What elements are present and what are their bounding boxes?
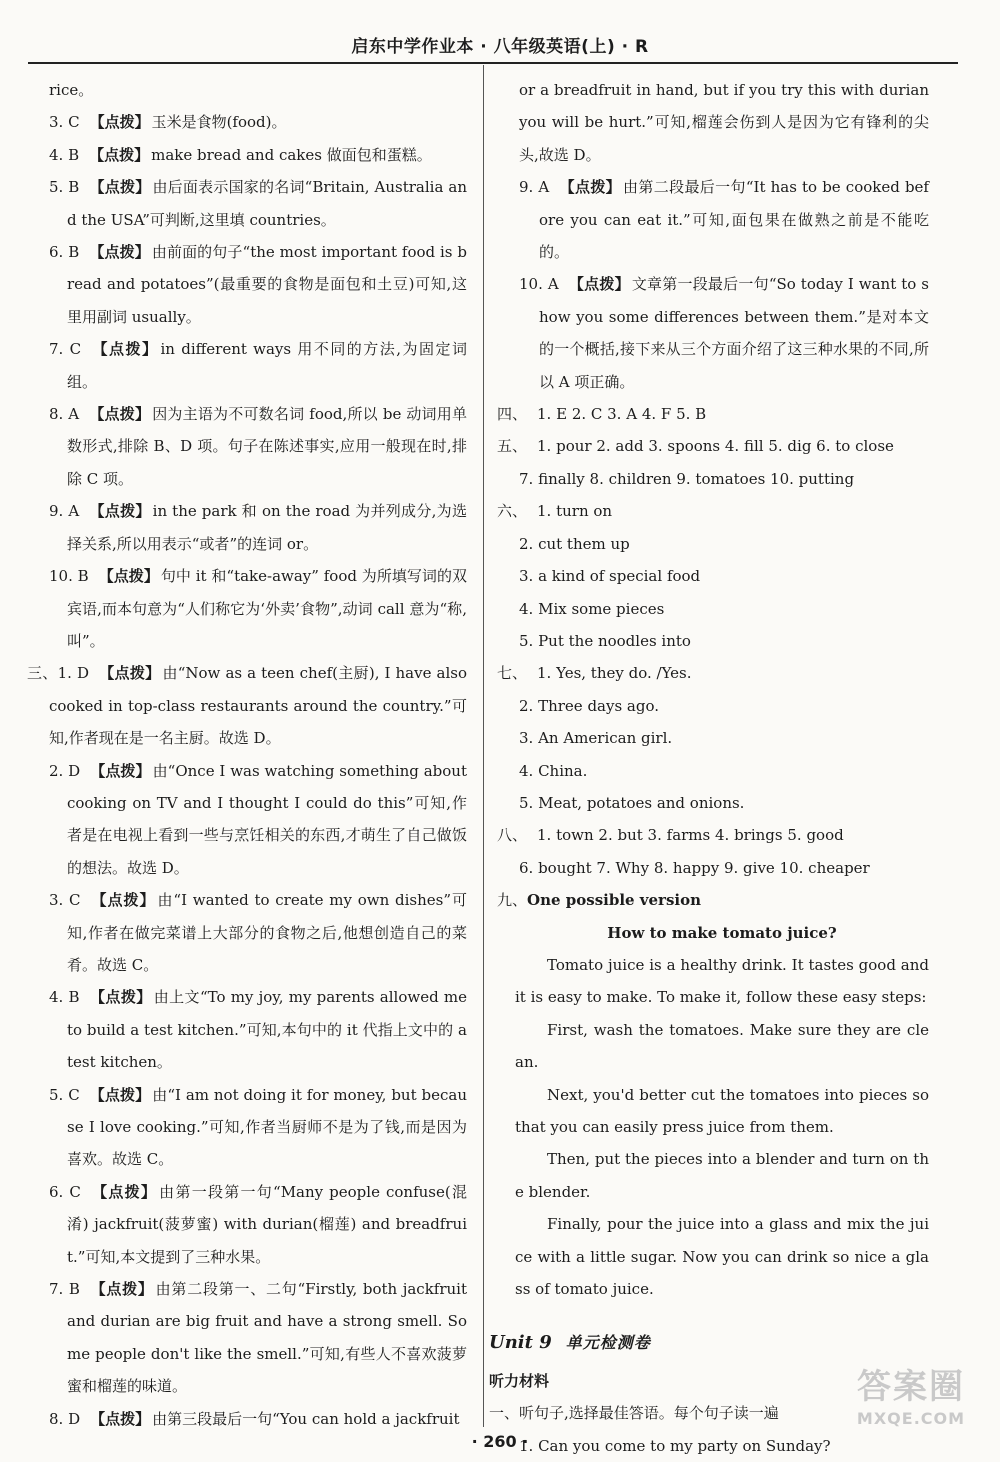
essay-section-number: 九、 xyxy=(497,891,528,910)
answer-text: 由后面表示国家的名词“Britain, Australia and the USA”可判断,这里填 countries。 xyxy=(67,178,467,229)
answer-text: 由“I am not doing it for money, but because I love cooking.”可知,作者当厨师不是为了钱,而是因为喜欢。故选 C。 xyxy=(67,1085,467,1169)
answer-text: 4. China. xyxy=(519,761,588,780)
hint-label: 【点拨】 xyxy=(89,1085,151,1104)
answer-item xyxy=(27,1079,467,1176)
hint-label: 【点拨】 xyxy=(90,891,156,910)
answer-text: 2. Three days ago. xyxy=(519,696,660,715)
answer-text: 由第二段最后一句“It has to be cooked before you can eat it.”可知,面包果在做熟之前是不能吃的。 xyxy=(539,178,929,262)
answer-number: 三、1. D xyxy=(27,664,89,683)
essay-paragraph: Finally, pour the juice into a glass and mix the juice with a little sugar. Now you can drink so nice a glass of tomato juice. xyxy=(515,1215,929,1299)
essay-paragraph: Next, you'd better cut the tomatoes into pieces so that you can easily press juice from them. xyxy=(515,1085,929,1136)
answer-text: 由前面的句子“the most important food is bread and potatoes”(最重要的食物是面包和土豆)可知,这里用副词 usually。 xyxy=(67,243,467,326)
answer-text: 因为主语为不可数名词 food,所以 be 动词用单数形式,排除 B、D 项。句子在陈述事实,应用一般现在时,排除 C 项。 xyxy=(67,405,467,488)
answer-item xyxy=(27,236,467,333)
answer-text: 3. a kind of special food xyxy=(519,567,701,586)
answer-number: 3. C xyxy=(49,113,80,132)
answer-number: 5. B xyxy=(49,178,80,197)
answer-item xyxy=(497,819,929,851)
watermark-url: MXQE.COM xyxy=(856,1409,966,1428)
essay-paragraph: First, wash the tomatoes. Make sure they are clean. xyxy=(515,1020,929,1072)
hint-label: 【点拨】 xyxy=(89,1280,154,1299)
hint-label: 【点拨】 xyxy=(98,567,159,586)
answer-item xyxy=(497,430,929,462)
answer-number: 10. B xyxy=(49,567,89,586)
answer-item xyxy=(27,981,467,1078)
answer-item xyxy=(497,722,929,754)
answer-text: 5. Put the noodles into xyxy=(519,631,691,650)
answer-number: 五、 xyxy=(497,437,528,456)
answer-number: 八、 xyxy=(497,826,528,845)
answer-item xyxy=(497,690,929,722)
essay-paragraph: Then, put the pieces into a blender and turn on the blender. xyxy=(515,1150,929,1201)
answer-item xyxy=(497,657,929,689)
answer-item xyxy=(27,1403,467,1435)
answer-text: 4. Mix some pieces xyxy=(519,599,665,618)
answer-number: 3. C xyxy=(49,891,81,910)
answer-number: 六、 xyxy=(497,502,528,521)
answer-item xyxy=(497,398,929,430)
answer-item xyxy=(497,171,929,268)
answer-item xyxy=(27,1273,467,1403)
answer-text: 由“I wanted to create my own dishes”可知,作者在做完菜谱上大部分的食物之后,他想创造自己的菜肴。故选 C。 xyxy=(67,891,467,974)
answer-item xyxy=(27,884,467,981)
answer-number: 7. C xyxy=(49,340,82,359)
listening-section-1: 一、听句子,选择最佳答语。每个句子读一遍 xyxy=(489,1404,779,1423)
answer-text: 1. turn on xyxy=(537,502,613,521)
column-divider xyxy=(483,65,484,1427)
running-header: 启东中学作业本 · 八年级英语(上) · R xyxy=(351,37,649,57)
answer-number: 6. C xyxy=(49,1182,81,1201)
answer-text: 文章第一段最后一句“So today I want to show you some differences between them.”是对本文的一个概括,接下来从三个方面介绍了这三种水果的不同,所以 A 项正确。 xyxy=(539,275,929,391)
answer-number: 2. D xyxy=(49,761,81,780)
answer-item xyxy=(497,560,929,592)
answer-number: 4. B xyxy=(49,145,80,164)
answer-text: 1. E 2. C 3. A 4. F 5. B xyxy=(537,405,707,424)
answer-text: 玉米是食物(food)。 xyxy=(151,113,287,132)
answer-item xyxy=(497,593,929,625)
hint-label: 【点拨】 xyxy=(559,178,622,197)
answer-text: or a breadfruit in hand, but if you try this with durian you will be hurt.”可知,榴莲会伤到人是因为它有锋利的尖头,故选 D。 xyxy=(519,81,929,164)
answer-item xyxy=(497,268,929,398)
page-number: · 260 · xyxy=(471,1432,529,1451)
answer-text: make bread and cakes 做面包和蛋糕。 xyxy=(151,145,432,164)
header-rule xyxy=(28,62,958,64)
hint-label: 【点拨】 xyxy=(90,1409,151,1428)
answer-number: 8. A xyxy=(49,405,80,424)
answer-item xyxy=(27,755,467,885)
answer-number: 七、 xyxy=(497,664,528,683)
essay-paragraph: Tomato juice is a healthy drink. It tastes good and it is easy to make. To make it, follow these easy steps: xyxy=(515,955,929,1007)
answer-item xyxy=(27,1176,467,1273)
answer-item xyxy=(27,333,467,398)
answer-number: 5. C xyxy=(49,1085,80,1104)
hint-label: 【点拨】 xyxy=(90,761,151,780)
answer-item xyxy=(27,139,467,171)
hint-label: 【点拨】 xyxy=(90,1182,158,1201)
answer-text: 由上文“To my joy, my parents allowed me to build a test kitchen.”可知,本句中的 it 代指上文中的 a test kitchen。 xyxy=(67,988,467,1072)
answer-text: 1. Yes, they do. /Yes. xyxy=(537,664,692,683)
answer-item xyxy=(497,74,929,171)
answer-text: in different ways 用不同的方法,为固定词组。 xyxy=(67,340,467,391)
hint-label: 【点拨】 xyxy=(89,405,151,424)
answer-text: 1. pour 2. add 3. spoons 4. fill 5. dig 6. to close xyxy=(537,437,894,456)
essay-title: How to make tomato juice? xyxy=(607,923,837,942)
answer-number: 6. B xyxy=(49,243,80,262)
answer-number: 7. B xyxy=(49,1280,80,1299)
answer-number: 10. A xyxy=(519,275,559,294)
answer-item xyxy=(497,528,929,560)
answer-item xyxy=(27,495,467,560)
listening-heading: 听力材料 xyxy=(489,1372,550,1391)
answer-item xyxy=(27,106,467,138)
hint-label: 【点拨】 xyxy=(89,988,152,1007)
hint-label: 【点拨】 xyxy=(89,502,151,521)
answer-item xyxy=(497,755,929,787)
answer-text: 由“Once I was watching something about cooking on TV and I thought I could do this”可知,作者是在电视上看到一些与烹饪相关的东西,才萌生了自己做饭的想法。故选 D。 xyxy=(67,761,467,877)
answer-item xyxy=(27,560,467,657)
answer-number: 9. A xyxy=(49,502,80,521)
answer-text: 由第二段第一、二句“Firstly, both jackfruit and durian are big fruit and have a strong smell. Some people don't like the smell.”可知,有些人不喜欢菠萝蜜和榴莲的味道。 xyxy=(67,1280,467,1396)
answer-text: 1. town 2. but 3. farms 4. brings 5. good xyxy=(537,826,844,845)
answer-number: 四、 xyxy=(497,405,528,424)
right-column xyxy=(489,74,929,1462)
answer-item xyxy=(27,74,467,106)
hint-label: 【点拨】 xyxy=(568,275,630,294)
left-column xyxy=(27,74,467,1435)
hint-label: 【点拨】 xyxy=(89,243,150,262)
answer-item xyxy=(497,787,929,819)
unit-subtitle: 单元检测卷 xyxy=(565,1333,651,1353)
answer-text: rice。 xyxy=(49,81,94,99)
answer-number: 8. D xyxy=(49,1409,81,1428)
answer-number: 9. A xyxy=(519,178,550,197)
answer-text: 6. bought 7. Why 8. happy 9. give 10. cheaper xyxy=(519,858,870,877)
hint-label: 【点拨】 xyxy=(89,145,150,164)
watermark-text: 答案圈 xyxy=(857,1367,965,1407)
answer-item xyxy=(497,495,929,527)
hint-label: 【点拨】 xyxy=(91,340,159,359)
hint-label: 【点拨】 xyxy=(89,113,150,132)
answer-item xyxy=(27,398,467,495)
hint-label: 【点拨】 xyxy=(98,664,161,683)
answer-text: 由“Now as a teen chef(主厨), I have also cooked in top-class restaurants around the country.”可知,作者现在是一名主厨。故选 D。 xyxy=(49,664,467,748)
unit-heading xyxy=(489,1327,929,1359)
answer-text: in the park 和 on the road 为并列成分,为选择关系,所以用表示“或者”的连词 or。 xyxy=(67,502,467,553)
answer-item xyxy=(27,657,467,754)
watermark-logo xyxy=(836,1365,986,1439)
unit-title: Unit 9 xyxy=(489,1332,552,1354)
answer-text: 句中 it 和“take-away” food 为所填写词的双宾语,而本句意为“人们称它为‘外卖’食物”,动词 call 意为“称,叫”。 xyxy=(67,567,467,650)
answer-text: 由第三段最后一句“You can hold a jackfruit xyxy=(152,1409,460,1428)
answer-item xyxy=(497,852,929,884)
hint-label: 【点拨】 xyxy=(89,178,151,197)
essay-version: One possible version xyxy=(527,891,702,910)
answer-text: 7. finally 8. children 9. tomatoes 10. putting xyxy=(519,469,855,488)
answer-number: 4. B xyxy=(49,988,80,1007)
essay-label xyxy=(497,884,929,916)
listening-question-1: 1. Can you come to my party on Sunday? xyxy=(519,1436,831,1455)
answer-item xyxy=(497,463,929,495)
answer-text: 2. cut them up xyxy=(519,534,630,553)
answer-text: 3. An American girl. xyxy=(519,729,673,748)
answer-item xyxy=(27,171,467,236)
answer-text: 由第一段第一句“Many people confuse(混淆) jackfruit(菠萝蜜) with durian(榴莲) and breadfruit.”可知,本文提到了三种水果。 xyxy=(67,1182,467,1266)
right-answers xyxy=(497,74,929,884)
answer-text: 5. Meat, potatoes and onions. xyxy=(519,793,745,812)
answer-item xyxy=(497,625,929,657)
